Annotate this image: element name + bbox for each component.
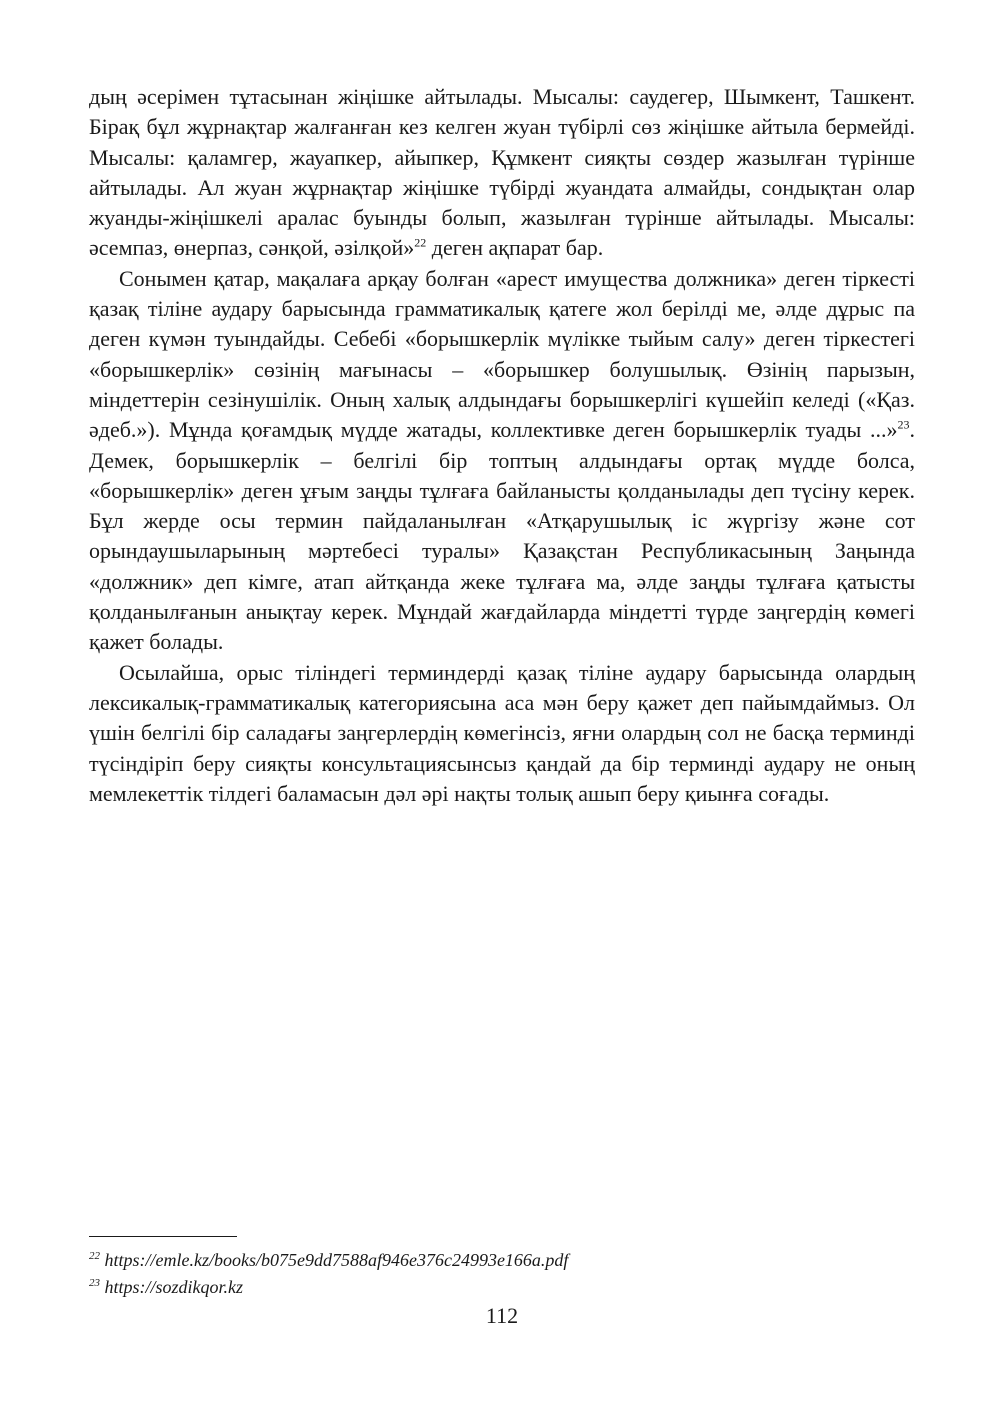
paragraph-1-text-a: дың әсерімен тұтасынан жіңішке айтылады. Мысалы: саудегер, Шымкент, Ташкент. Бірақ бұл жұрнақтар жалғанған кез келген жуан түбірлі сөз жіңішке айтыла бермейді. Мысалы: қаламгер, жауапкер, айыпкер, Құмкент сияқты сөздер жазылған түрінше айтылады. Ал жуан жұрнақтар жіңішке түбірді жуандата алмайды, сондықтан олар жуанды-жіңішкелі аралас буынды болып, жазылған түрінше айтылады. Мысалы: әсемпаз, өнерпаз, сәнқой, әзілқой»	[89, 84, 915, 261]
footnote-number: 22	[89, 1250, 100, 1262]
footnote-23	[89, 1274, 915, 1301]
footnote-22	[89, 1247, 915, 1274]
footnote-divider	[89, 1236, 237, 1237]
paragraph-2-text-b: . Демек, борышкерлік – белгілі бір топтың алдындағы ортақ мүдде болса, «борышкерлік» деген ұғым заңды тұлғаға байланысты қолданылады деп түсіну керек. Бұл жерде осы термин пайдаланылған «Атқарушылық іс жүргізу және сот орындаушыларының мәртебесі туралы» Қазақстан Республикасының Заңында «должник» деп кімге, атап айтқанда жеке тұлғаға ма, әлде заңды тұлғаға қатысты қолданылғанын анықтау керек. Мұндай жағдайларда міндетті түрде заңгердің көмегі қажет болады.	[89, 417, 915, 655]
paragraph-3-text: Осылайша, орыс тіліндегі терминдерді қазақ тіліне аудару барысында олардың лексикалық-грамматикалық категориясына аса мән беру қажет деп пайымдаймыз. Ол үшін белгілі бір саладағы заңгерлердің көмегінсіз, яғни олардың сол не басқа терминді түсіндіріп беру сияқты консультациясынсыз қандай да бір терминді аудару не оның мемлекеттік тілдегі баламасын дәл әрі нақты толық ашып беру қиынға соғады.	[89, 659, 915, 806]
footnote-ref-22[interactable]: 22	[414, 236, 427, 251]
footnote-number: 23	[89, 1277, 100, 1289]
footnote-link[interactable]: https://sozdikqor.kz	[104, 1277, 244, 1297]
page-body	[89, 82, 915, 809]
paragraph-2-text-a: Сонымен қатар, мақалаға арқау болған «арест имущества должника» деген тіркесті қазақ тіліне аудару барысында грамматикалық қатеге жол берілді ме, әлде дұрыс па деген күмән туындайды. Себебі «борышкерлік мүлікке тыйым салу» деген тіркестегі «борышкерлік» сөзінің мағынасы – «борышкер болушылық. Өзінің парызын, міндеттерін сезінушілік. Оның халық алдындағы борышкерлігі күшейіп келеді («Қаз. әдеб.»). Мұнда қоғамдық мүдде жатады, коллективке деген борышкерлік туады ...»	[89, 265, 915, 443]
footnotes	[89, 1236, 915, 1301]
footnote-ref-23[interactable]: 23	[897, 417, 910, 432]
paragraph-1	[89, 82, 915, 264]
page-number: 112	[485, 1303, 519, 1328]
paragraph-2	[89, 264, 915, 658]
paragraph-3	[89, 658, 915, 809]
paragraph-1-text-b: деген ақпарат бар.	[426, 235, 604, 261]
footnote-link[interactable]: https://emle.kz/books/b075e9dd7588af946e376c24993e166a.pdf	[104, 1250, 569, 1270]
